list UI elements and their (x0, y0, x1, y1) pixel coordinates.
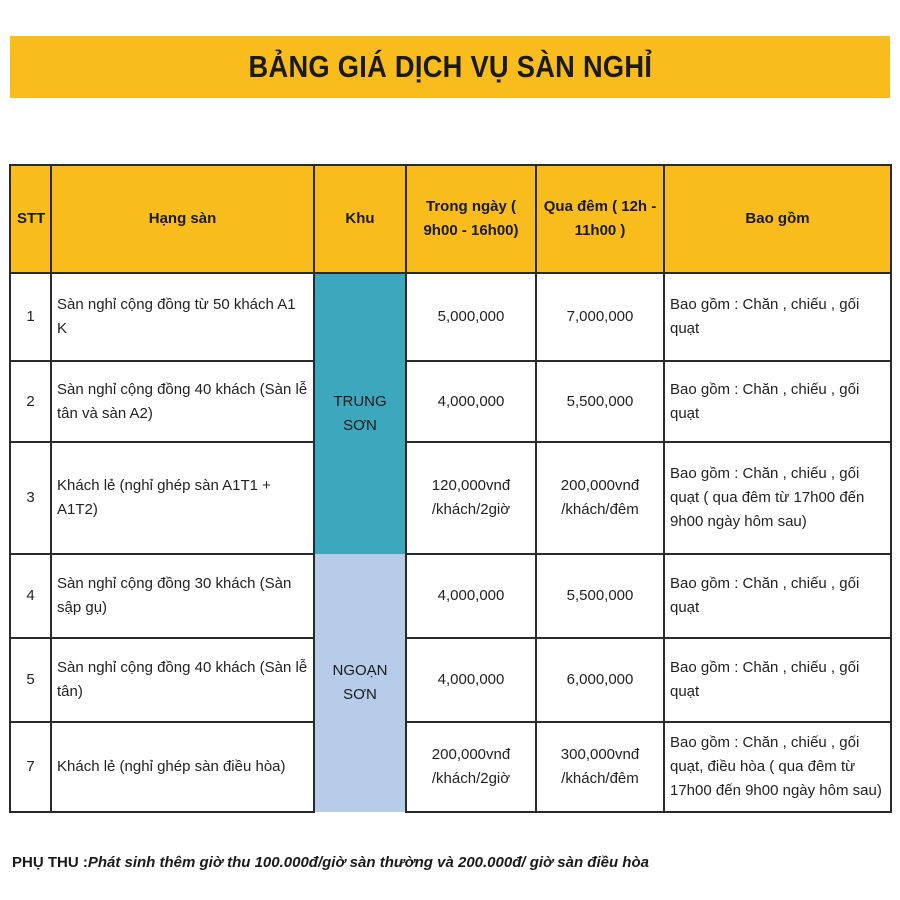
cell-bao-gom: Bao gồm : Chăn , chiếu , gối quạt (664, 273, 891, 361)
cell-stt: 2 (10, 361, 51, 442)
cell-stt: 3 (10, 442, 51, 554)
cell-qua-dem: 5,500,000 (536, 554, 664, 638)
table-header-row (10, 165, 891, 273)
cell-qua-dem: 7,000,000 (536, 273, 664, 361)
cell-qua-dem: 200,000vnđ /khách/đêm (536, 442, 664, 554)
cell-bao-gom: Bao gồm : Chăn , chiếu , gối quạt (664, 638, 891, 722)
cell-bao-gom: Bao gồm : Chăn , chiếu , gối quạt, điều hòa ( qua đêm từ 17h00 đến 9h00 ngày hôm sau) (664, 722, 891, 812)
table-row (10, 273, 891, 361)
cell-bao-gom: Bao gồm : Chăn , chiếu , gối quạt ( qua đêm từ 17h00 đến 9h00 ngày hôm sau) (664, 442, 891, 554)
price-table (9, 164, 892, 813)
cell-qua-dem: 300,000vnđ /khách/đêm (536, 722, 664, 812)
cell-trong-ngay: 4,000,000 (406, 638, 536, 722)
cell-stt: 7 (10, 722, 51, 812)
title-banner (10, 36, 890, 98)
cell-hang-san: Sàn nghỉ cộng đồng 40 khách (Sàn lễ tân) (51, 638, 314, 722)
header-stt: STT (10, 165, 51, 273)
cell-qua-dem: 5,500,000 (536, 361, 664, 442)
cell-hang-san: Khách lẻ (nghỉ ghép sàn A1T1 + A1T2) (51, 442, 314, 554)
cell-hang-san: Sàn nghỉ cộng đồng 30 khách (Sàn sập gụ) (51, 554, 314, 638)
table-row (10, 361, 891, 442)
cell-trong-ngay: 4,000,000 (406, 554, 536, 638)
header-khu: Khu (314, 165, 406, 273)
table-row (10, 442, 891, 554)
table-row (10, 638, 891, 722)
cell-trong-ngay: 4,000,000 (406, 361, 536, 442)
header-trong-ngay: Trong ngày ( 9h00 - 16h00) (406, 165, 536, 273)
zone-ngoan-son: NGOẠN SƠN (314, 554, 406, 812)
cell-stt: 1 (10, 273, 51, 361)
header-qua-dem: Qua đêm ( 12h - 11h00 ) (536, 165, 664, 273)
table-row (10, 554, 891, 638)
cell-trong-ngay: 200,000vnđ /khách/2giờ (406, 722, 536, 812)
zone-trung-son: TRUNG SƠN (314, 273, 406, 554)
cell-trong-ngay: 5,000,000 (406, 273, 536, 361)
cell-hang-san: Sàn nghỉ cộng đồng 40 khách (Sàn lễ tân và sàn A2) (51, 361, 314, 442)
cell-hang-san: Sàn nghỉ cộng đồng từ 50 khách A1 K (51, 273, 314, 361)
cell-stt: 5 (10, 638, 51, 722)
cell-trong-ngay: 120,000vnđ /khách/2giờ (406, 442, 536, 554)
cell-bao-gom: Bao gồm : Chăn , chiếu , gối quạt (664, 361, 891, 442)
surcharge-note (12, 854, 649, 871)
cell-qua-dem: 6,000,000 (536, 638, 664, 722)
header-hang-san: Hạng sàn (51, 165, 314, 273)
page-title: BẢNG GIÁ DỊCH VỤ SÀN NGHỈ (248, 49, 652, 84)
surcharge-label: PHỤ THU : (12, 854, 88, 871)
table-row (10, 722, 891, 812)
header-bao-gom: Bao gồm (664, 165, 891, 273)
cell-hang-san: Khách lẻ (nghỉ ghép sàn điều hòa) (51, 722, 314, 812)
surcharge-text: Phát sinh thêm giờ thu 100.000đ/giờ sàn thường và 200.000đ/ giờ sàn điều hòa (87, 854, 649, 871)
cell-stt: 4 (10, 554, 51, 638)
cell-bao-gom: Bao gồm : Chăn , chiếu , gối quạt (664, 554, 891, 638)
